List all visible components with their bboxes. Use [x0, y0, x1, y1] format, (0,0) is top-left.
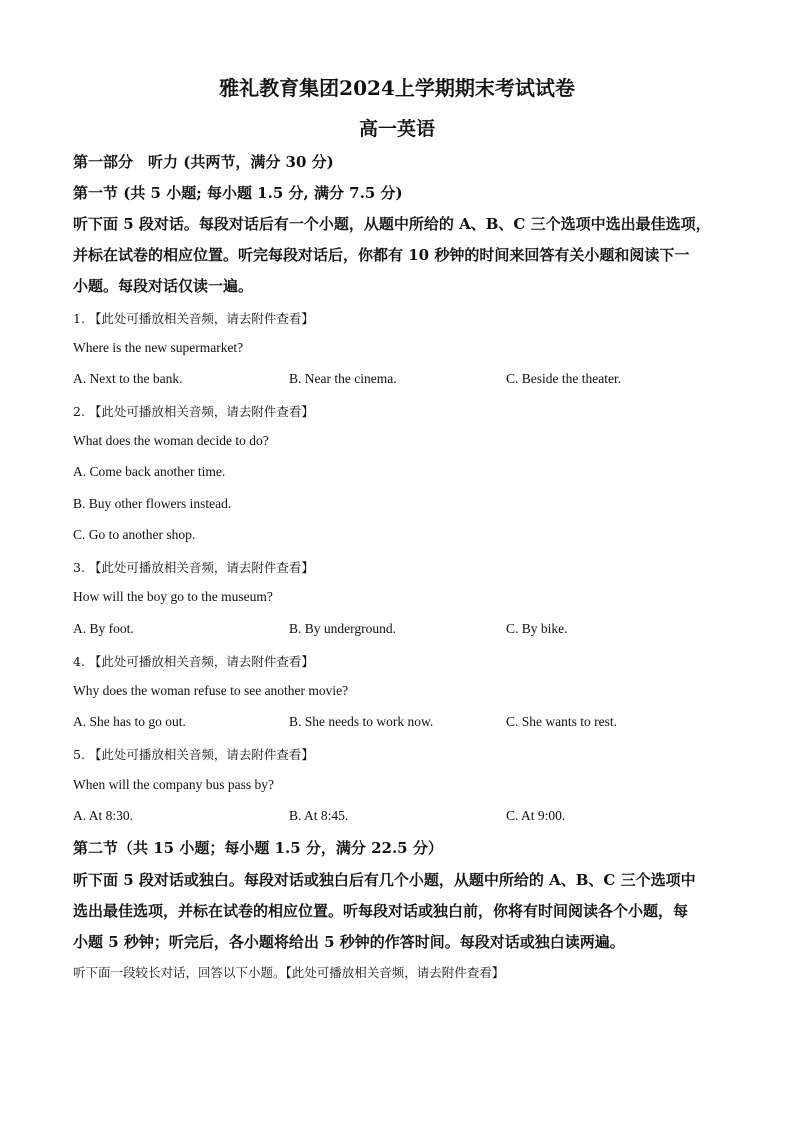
section1-heading: 第一节 (共 5 小题; 每小题 1.5 分, 满分 7.5 分)	[73, 184, 403, 202]
option-a: A. At 8:30.	[73, 808, 134, 823]
section2-heading: 第二节（共 15 小题；每小题 1.5 分，满分 22.5 分）	[73, 839, 443, 857]
part1-heading: 第一部分 听力 (共两节，满分 30 分)	[73, 153, 334, 171]
option-a: A. By foot.	[73, 621, 134, 636]
question-1: Where is the new supermarket?	[73, 340, 244, 355]
options-q3	[73, 621, 723, 641]
option-b: B. At 8:45.	[289, 808, 349, 823]
option-c: C. By bike.	[506, 621, 568, 636]
audio-note-q2: 2. 【此处可播放相关音频，请去附件查看】	[73, 404, 314, 419]
question-4: Why does the woman refuse to see another movie?	[73, 683, 349, 698]
option-c: C. Go to another shop.	[73, 527, 196, 542]
question-3: How will the boy go to the museum?	[73, 589, 273, 604]
section1-instructions-line: 并标在试卷的相应位置。听完每段对话后，你都有 10 秒钟的时间来回答有关小题和阅读下一	[73, 246, 690, 264]
option-b: B. Near the cinema.	[289, 371, 397, 386]
section2-instructions-line: 选出最佳选项，并标在试卷的相应位置。听每段对话或独白前，你将有时间阅读各个小题，每	[73, 902, 689, 920]
option-b: B. By underground.	[289, 621, 396, 636]
option-b: B. Buy other flowers instead.	[73, 496, 232, 511]
options-q4	[73, 714, 723, 734]
option-c: C. She wants to rest.	[506, 714, 617, 729]
option-a: A. She has to go out.	[73, 714, 186, 729]
options-q1	[73, 371, 723, 391]
options-q5	[73, 808, 723, 828]
option-a: A. Come back another time.	[73, 464, 226, 479]
option-b: B. She needs to work now.	[289, 714, 434, 729]
audio-note-q3: 3. 【此处可播放相关音频，请去附件查看】	[73, 560, 314, 575]
question-5: When will the company bus pass by?	[73, 777, 274, 792]
audio-note-q1: 1. 【此处可播放相关音频，请去附件查看】	[73, 311, 314, 326]
section2-instructions-line: 小题 5 秒钟；听完后，各小题将给出 5 秒钟的作答时间。每段对话或独白读两遍。	[73, 933, 625, 951]
question-2: What does the woman decide to do?	[73, 433, 269, 448]
audio-note-q5: 5. 【此处可播放相关音频，请去附件查看】	[73, 747, 314, 762]
option-c: C. Beside the theater.	[506, 371, 622, 386]
section2-instructions-line: 听下面 5 段对话或独白。每段对话或独白后有几个小题，从题中所给的 A、B、C 三个选项中	[73, 871, 696, 889]
section1-instructions-line: 听下面 5 段对话。每段对话后有一个小题，从题中所给的 A、B、C 三个选项中选出最佳选项，	[73, 215, 711, 233]
exam-title: 雅礼教育集团2024上学期期末考试试卷	[219, 76, 575, 100]
section2-intro: 听下面一段较长对话，回答以下小题。【此处可播放相关音频，请去附件查看】	[73, 965, 505, 980]
section1-instructions-line: 小题。每段对话仅读一遍。	[73, 277, 254, 295]
audio-note-q4: 4. 【此处可播放相关音频，请去附件查看】	[73, 654, 314, 669]
option-a: A. Next to the bank.	[73, 371, 183, 386]
exam-subtitle: 高一英语	[358, 118, 435, 140]
option-c: C. At 9:00.	[506, 808, 566, 823]
